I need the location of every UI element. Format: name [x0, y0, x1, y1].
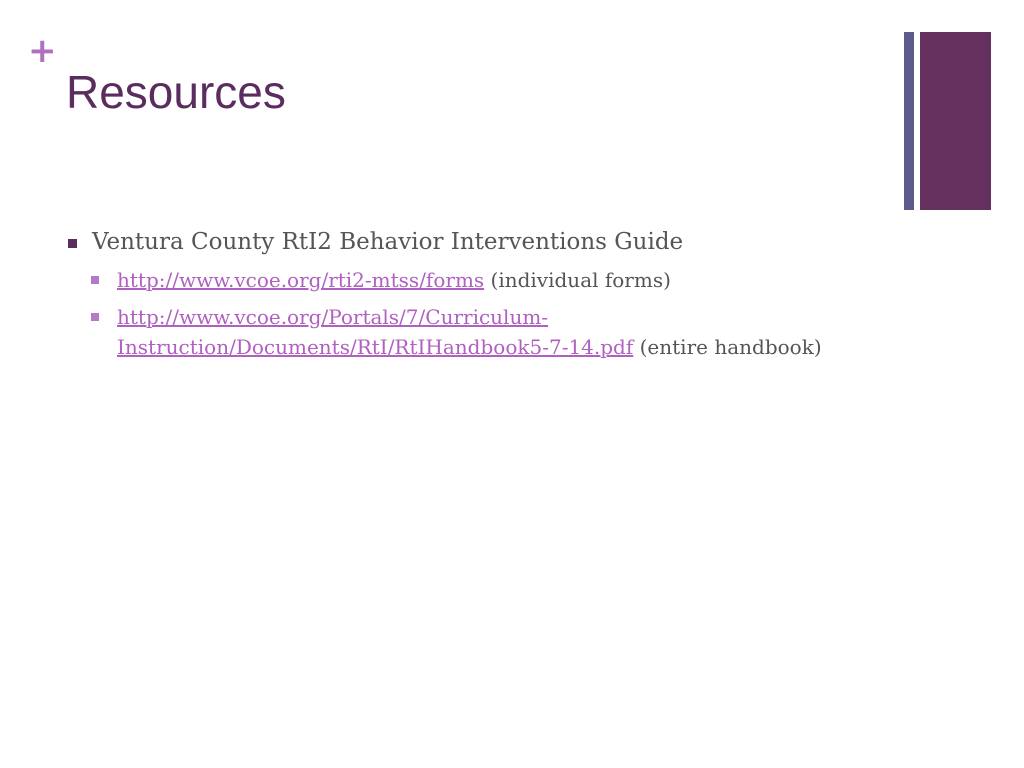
- accent-bar-thin: [904, 32, 914, 210]
- sub-bullet-item: [91, 302, 848, 362]
- link-note: (individual forms): [484, 268, 671, 292]
- square-bullet-icon: [68, 239, 77, 248]
- sub-bullet-item: [91, 265, 848, 295]
- bullet-text: Ventura County RtI2 Behavior Interventions Guide: [92, 229, 684, 255]
- accent-bar-thick: [920, 32, 991, 210]
- handbook-link[interactable]: http://www.vcoe.org/Portals/7/Curriculum-Instruction/Documents/RtI/RtIHandbook5-7-14.pdf: [117, 305, 634, 359]
- sub-bullet-list: [68, 265, 848, 362]
- forms-link[interactable]: http://www.vcoe.org/rti2-mtss/forms: [117, 268, 485, 292]
- bullet-item-guide: [68, 226, 848, 258]
- square-bullet-icon: [91, 313, 99, 321]
- slide-title: Resources: [66, 66, 286, 118]
- bullet-list: [68, 226, 848, 369]
- square-bullet-icon: [91, 276, 99, 284]
- link-note: (entire handbook): [633, 335, 822, 359]
- plus-mark-icon: +: [28, 31, 57, 71]
